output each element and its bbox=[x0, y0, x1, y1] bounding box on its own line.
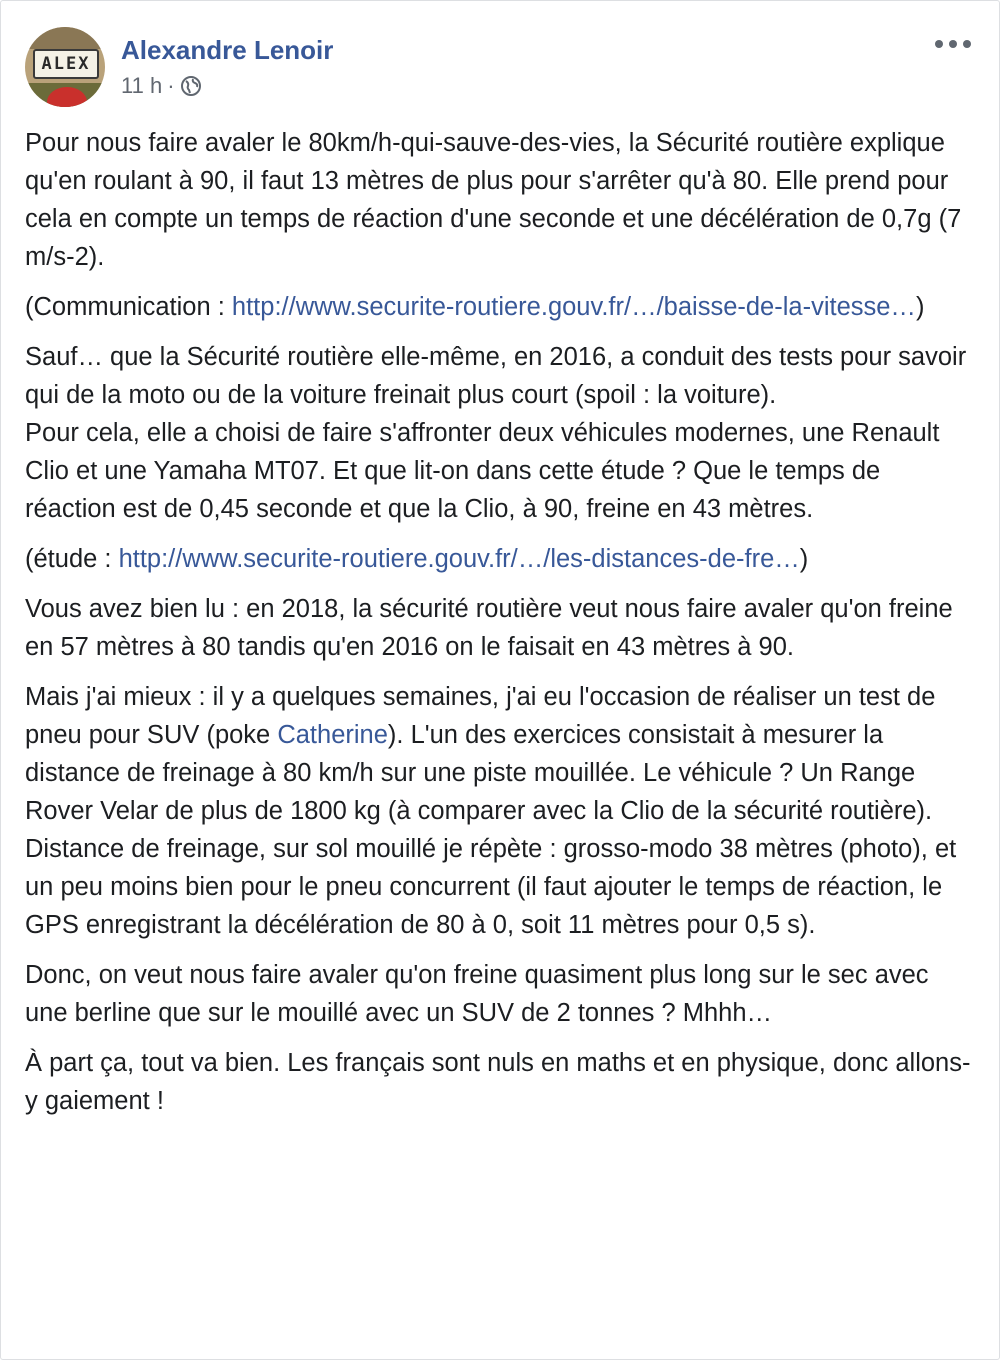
paragraph-4 bbox=[25, 540, 973, 578]
globe-icon[interactable] bbox=[180, 75, 202, 97]
paragraph-8: À part ça, tout va bien. Les français sont nuls en maths et en physique, donc allons-y gaiement ! bbox=[25, 1049, 971, 1115]
paragraph-3b: Pour cela, elle a choisi de faire s'affronter deux véhicules modernes, une Renault Clio et une Yamaha MT07. Et que lit-on dans cette étude ? Que le temps de réaction est de 0,45 seconde et que la Clio, à 90, freine en 43 mètres. bbox=[25, 419, 940, 523]
post-timestamp[interactable]: 11 h bbox=[121, 73, 163, 98]
more-dot bbox=[963, 40, 971, 48]
more-dot bbox=[935, 40, 943, 48]
paragraph-4-prefix: (étude : bbox=[25, 545, 119, 573]
paragraph-2 bbox=[25, 288, 973, 326]
paragraph-5: Vous avez bien lu : en 2018, la sécurité routière veut nous faire avaler qu'on freine en 57 mètres à 80 tandis qu'en 2016 on le faisait en 43 mètres à 90. bbox=[25, 595, 953, 661]
avatar[interactable] bbox=[25, 27, 105, 107]
paragraph-3a: Sauf… que la Sécurité routière elle-même, en 2016, a conduit des tests pour savoir qui de la moto ou de la voiture freinait plus court (spoil : la voiture). bbox=[25, 343, 967, 409]
paragraph-2-prefix: (Communication : bbox=[25, 293, 232, 321]
avatar-plate-text: ALEX bbox=[41, 54, 91, 74]
paragraph-6-prefix: Mais j'ai mieux : il y a quelques semaines, j'ai eu l'occasion de réaliser un test de pneu pour SUV (poke bbox=[25, 683, 936, 749]
post-meta bbox=[121, 73, 202, 99]
paragraph-1: Pour nous faire avaler le 80km/h-qui-sauve-des-vies, la Sécurité routière explique qu'en roulant à 90, il faut 13 mètres de plus pour s'arrêter qu'à 80. Elle prend pour cela en compte un temps de réaction d'une seconde et une décélération de 0,7g (7 m/s-2). bbox=[25, 129, 962, 271]
paragraph-4-suffix: ) bbox=[799, 545, 809, 573]
paragraph-6 bbox=[25, 678, 973, 944]
mention-catherine-link[interactable]: Catherine bbox=[277, 721, 388, 749]
paragraph-6-suffix: ). L'un des exercices consistait à mesurer la distance de freinage à 80 km/h sur une piste mouillée. Le véhicule ? Un Range Rover Velar de plus de 1800 kg (à comparer avec la Clio de la sécurité routière). Distance de freinage, sur sol mouillé je répète : grosso-modo 38 mètres (photo), et un peu moins bien pour le pneu concurrent (il faut ajouter le temps de réaction, le GPS enregistrant la décélération de 80 à 0, soit 11 mètres pour 0,5 s). bbox=[25, 721, 957, 939]
avatar-background-top bbox=[25, 27, 105, 49]
post-text bbox=[25, 124, 973, 1132]
post-header bbox=[25, 27, 975, 107]
communication-link[interactable]: http://www.securite-routiere.gouv.fr/…/baisse-de-la-vitesse… bbox=[231, 293, 916, 321]
paragraph-3 bbox=[25, 338, 973, 528]
avatar-license-plate bbox=[33, 49, 99, 79]
more-options-icon[interactable] bbox=[935, 37, 971, 51]
more-dot bbox=[949, 40, 957, 48]
study-link[interactable]: http://www.securite-routiere.gouv.fr/…/les-distances-de-fre… bbox=[118, 545, 800, 573]
meta-separator: · bbox=[167, 73, 175, 98]
author-name-link[interactable]: Alexandre Lenoir bbox=[121, 35, 334, 65]
paragraph-2-suffix: ) bbox=[915, 293, 925, 321]
paragraph-7: Donc, on veut nous faire avaler qu'on freine quasiment plus long sur le sec avec une berline que sur le mouillé avec un SUV de 2 tonnes ? Mhhh… bbox=[25, 961, 929, 1027]
